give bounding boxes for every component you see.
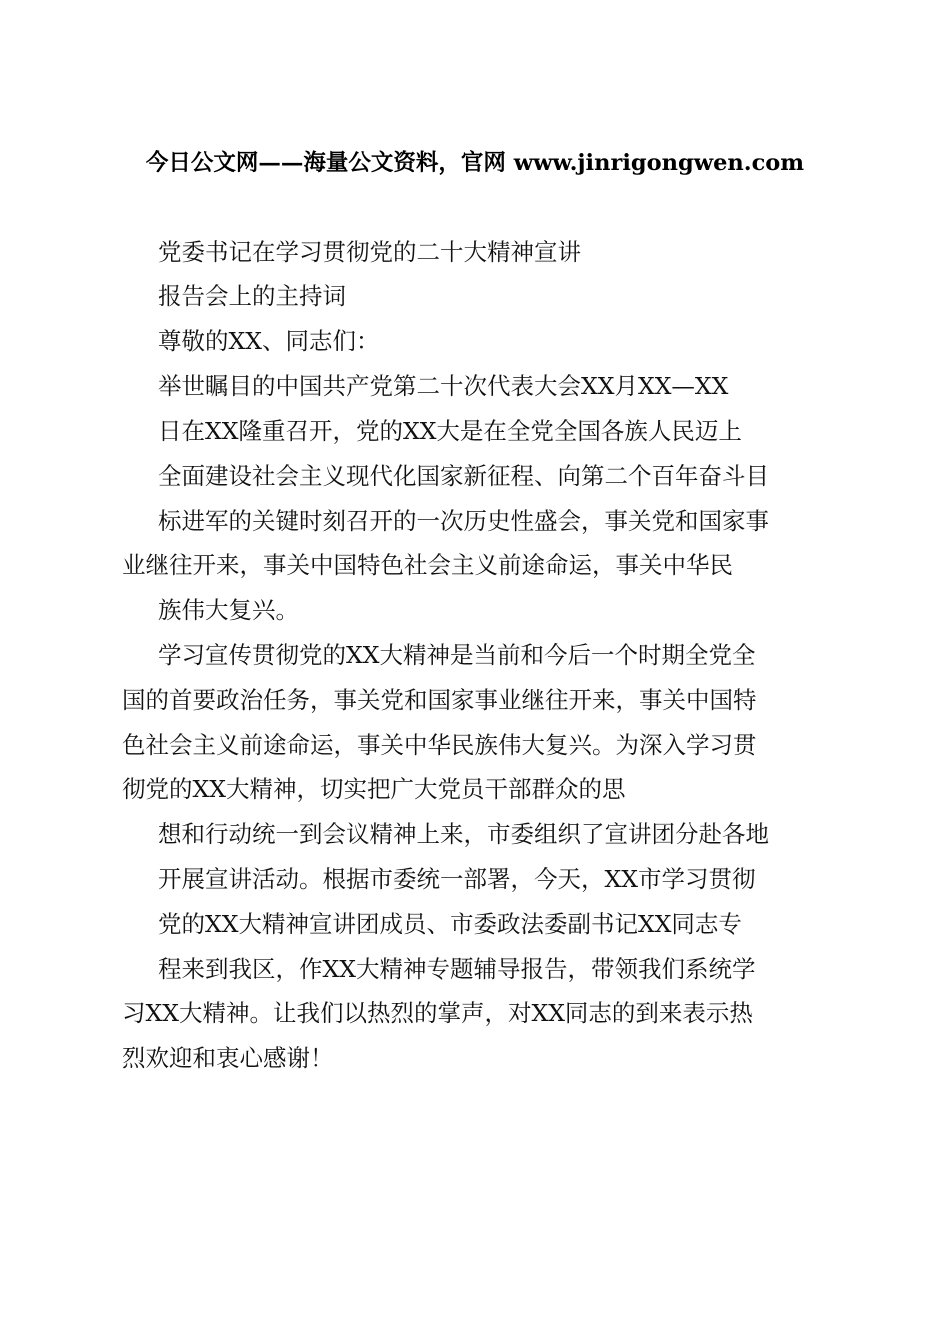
paragraph-line: 标进军的关键时刻召开的一次历史性盛会，事关党和国家事 [158, 507, 769, 535]
title-line-2: 报告会上的主持词 [158, 282, 346, 310]
salutation-line: 尊敬的XX、同志们： [158, 327, 380, 355]
paragraph-line: 学习宣传贯彻党的XX大精神是当前和今后一个时期全党全 [158, 641, 756, 669]
paragraph-line: 想和行动统一到会议精神上来，市委组织了宣讲团分赴各地 [158, 820, 769, 848]
paragraph-line: 程来到我区，作XX大精神专题辅导报告，带领我们系统学 [158, 955, 756, 983]
site-header: 今日公文网——海量公文资料，官网 www.jinrigongwen.com [145, 150, 805, 176]
title-line-1: 党委书记在学习贯彻党的二十大精神宣讲 [158, 238, 581, 266]
paragraph-line: 全面建设社会主义现代化国家新征程、向第二个百年奋斗目 [158, 462, 769, 490]
paragraph-line: 习XX大精神。让我们以热烈的掌声，对XX同志的到来表示热 [122, 999, 753, 1027]
paragraph-line: 业继往开来，事关中国特色社会主义前途命运，事关中华民 [122, 551, 733, 579]
paragraph-line: 党的XX大精神宣讲团成员、市委政法委副书记XX同志专 [158, 910, 742, 938]
paragraph-line: 族伟大复兴。 [158, 596, 299, 624]
paragraph-line: 举世瞩目的中国共产党第二十次代表大会XX月XX—XX [158, 372, 729, 400]
paragraph-line: 日在XX隆重召开，党的XX大是在全党全国各族人民迈上 [158, 417, 742, 445]
paragraph-line: 国的首要政治任务，事关党和国家事业继往开来，事关中国特 [122, 686, 757, 714]
paragraph-line: 色社会主义前途命运，事关中华民族伟大复兴。为深入学习贯 [122, 731, 757, 759]
paragraph-line: 烈欢迎和衷心感谢！ [122, 1044, 334, 1072]
paragraph-line: 彻党的XX大精神，切实把广大党员干部群众的思 [122, 775, 626, 803]
paragraph-line: 开展宣讲活动。根据市委统一部署，今天，XX市学习贯彻 [158, 865, 756, 893]
